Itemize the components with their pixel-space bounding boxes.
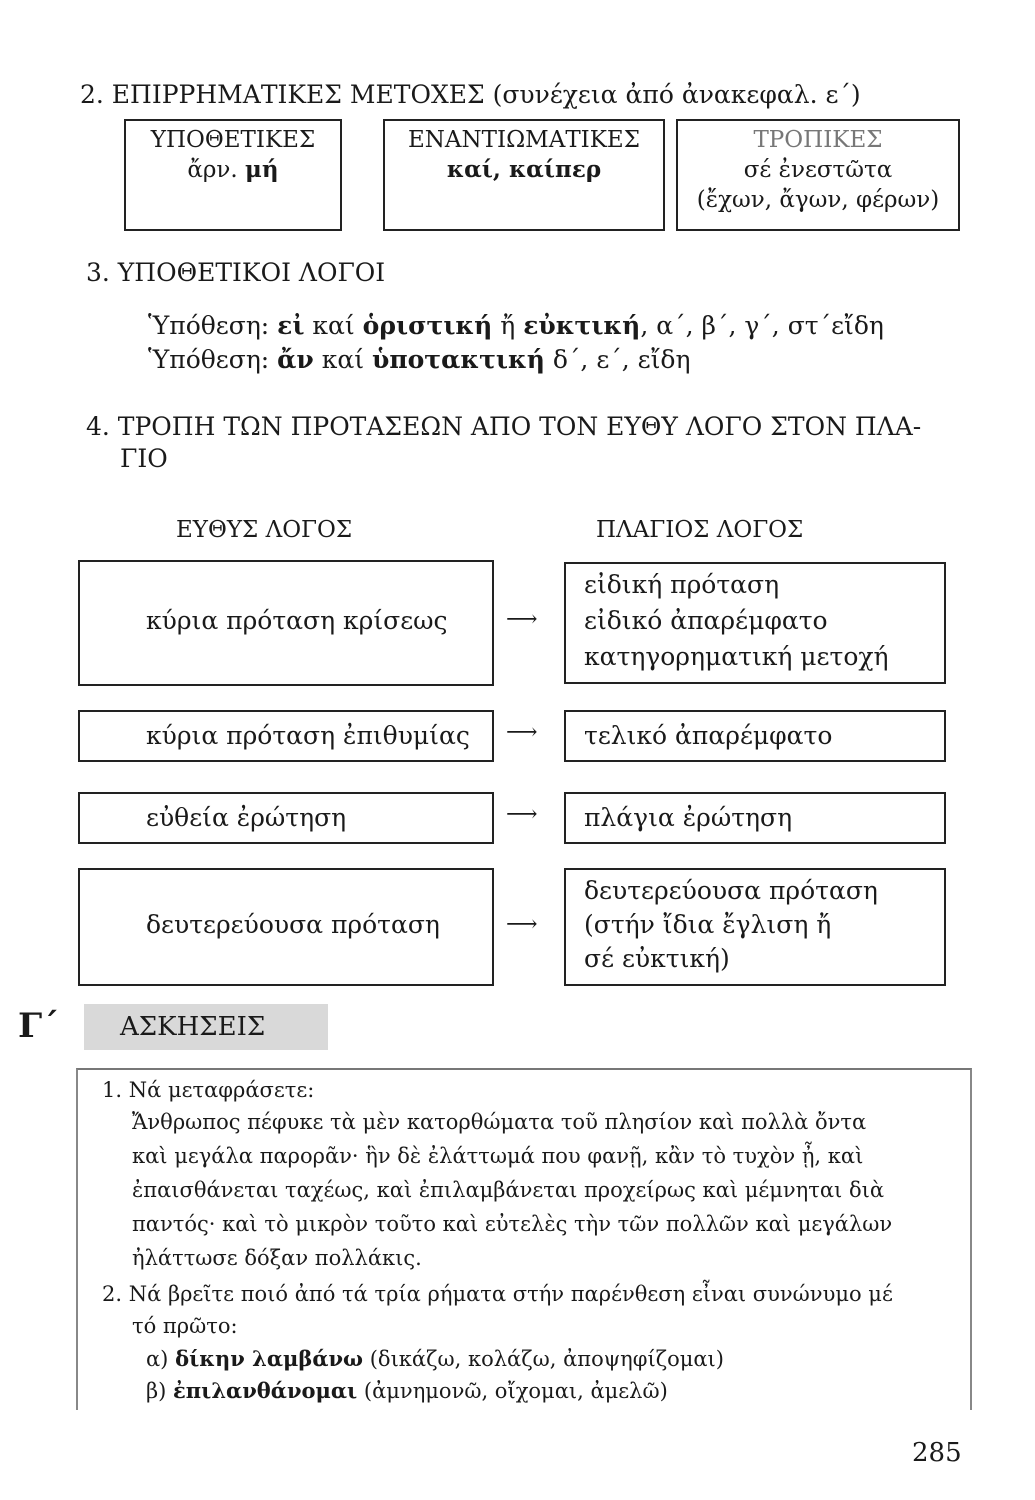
indirect-text: κατηγορηματική μετοχή — [584, 642, 889, 671]
exercise-1-line: ἠλάττωσε δόξαν πολλάκις. — [132, 1246, 422, 1270]
indirect-speech-title: ΠΛΑΓΙΟΣ ΛΟΓΟΣ — [596, 517, 804, 543]
exercise-2-line-2: τό πρῶτο: — [132, 1314, 238, 1338]
text: ὑποτακτική — [371, 345, 545, 374]
text: ἤ — [492, 311, 524, 340]
box-conditional-participle — [124, 119, 342, 231]
indirect-text: τελικό ἀπαρέμφατο — [584, 721, 833, 750]
box-tense: σέ ἐνεστῶτα — [743, 157, 893, 183]
right-arrow-icon: ⟶ — [506, 607, 538, 632]
exercise-1-line: καὶ μεγάλα παρορᾶν· ἣν δὲ ἐλάττωμά που φανῇ, κἂν τὸ τυχὸν ᾖ, καὶ — [132, 1144, 864, 1168]
text: δ΄, ε΄, εἴδη — [544, 345, 691, 374]
right-arrow-icon: ⟶ — [506, 720, 538, 745]
section-4-heading-line-2: ΓΙΟ — [120, 444, 168, 473]
page-number: 285 — [912, 1438, 962, 1468]
item-label: β) — [146, 1379, 167, 1403]
section-g-banner — [84, 1004, 328, 1050]
text: ὁριστική — [362, 311, 493, 340]
direct-text: κύρια πρόταση κρίσεως — [146, 606, 448, 635]
right-arrow-icon: ⟶ — [506, 912, 538, 937]
direct-text: δευτερεύουσα πρόταση — [146, 910, 440, 939]
indirect-text: (στήν ἴδια ἔγλιση ἤ — [584, 910, 832, 939]
box-title: ΕΝΑΝΤΙΩΜΑΤΙΚΕΣ — [408, 127, 640, 153]
text: καί — [304, 311, 363, 340]
text: , α΄, β΄, γ΄, στ΄εἴδη — [640, 311, 884, 340]
box-particles: καί, καίπερ — [446, 156, 602, 183]
indirect-text: εἰδικό ἀπαρέμφατο — [584, 606, 828, 635]
text: καί — [313, 345, 372, 374]
item-rest: (δικάζω, κολάζω, ἀποψηφίζομαι) — [363, 1347, 724, 1371]
box-title: ΤΡΟΠΙΚΕΣ — [753, 127, 883, 153]
section-g-title: ΑΣΚΗΣΕΙΣ — [120, 1012, 266, 1042]
indirect-box-main-desire — [564, 710, 946, 762]
text: Ὑπόθεση: — [148, 345, 278, 374]
direct-text: εὐθεία ἐρώτηση — [146, 803, 347, 832]
indirect-text: δευτερεύουσα πρόταση — [584, 876, 878, 905]
exercise-2-item — [146, 1346, 724, 1371]
exercise-1-line: Ἄνθρωπος πέφυκε τὰ μὲν κατορθώματα τοῦ πλησίον καὶ πολλὰ ὄντα — [132, 1110, 867, 1134]
exercise-1-line: ἐπαισθάνεται ταχέως, καὶ ἐπιλαμβάνεται προχείρως καὶ μέμνηται διὰ — [132, 1178, 885, 1202]
direct-text: κύρια πρόταση ἐπιθυμίας — [146, 721, 470, 750]
exercise-2-item — [146, 1378, 668, 1403]
indirect-box-main-judgment — [564, 562, 946, 684]
box-modal-participle — [676, 119, 960, 231]
text: εἰ — [277, 311, 305, 340]
box-negation — [126, 155, 340, 185]
negation-word: μή — [245, 156, 279, 183]
indirect-text: σέ εὐκτική) — [584, 944, 730, 973]
text: Ὑπόθεση: — [148, 311, 278, 340]
section-2-heading: 2. ΕΠΙΡΡΗΜΑΤΙΚΕΣ ΜΕΤΟΧΕΣ (συνέχεια ἀπό ἀνακεφαλ. ε΄) — [80, 80, 861, 109]
right-arrow-icon: ⟶ — [506, 802, 538, 827]
item-word: ἐπιλανθάνομαι — [173, 1378, 358, 1403]
box-title: ΥΠΟΘΕΤΙΚΕΣ — [150, 127, 316, 153]
indirect-text: πλάγια ἐρώτηση — [584, 803, 793, 832]
exercise-2-line-1: 2. Νά βρεῖτε ποιό ἀπό τά τρία ρήματα στήν παρένθεση εἶναι συνώνυμο μέ — [102, 1282, 893, 1306]
negation-label: ἄρν. — [187, 157, 238, 183]
direct-box-main-judgment — [78, 560, 494, 686]
direct-box-direct-question — [78, 792, 494, 844]
text: ἄν — [277, 345, 314, 374]
direct-box-subordinate — [78, 868, 494, 986]
item-rest: (ἀμνημονῶ, οἴχομαι, ἀμελῶ) — [357, 1379, 668, 1403]
exercise-1-label: 1. Νά μεταφράσετε: — [102, 1078, 315, 1102]
indirect-text: εἰδική πρόταση — [584, 570, 780, 599]
indirect-box-indirect-question — [564, 792, 946, 844]
item-label: α) — [146, 1347, 169, 1371]
section-g-letter: Γ΄ — [18, 1006, 60, 1046]
indirect-box-subordinate — [564, 868, 946, 986]
direct-speech-title: ΕΥΘΥΣ ΛΟΓΟΣ — [176, 517, 353, 543]
item-word: δίκην λαμβάνω — [175, 1346, 364, 1371]
text: εὐκτική — [523, 311, 641, 340]
exercise-1-line: παντός· καὶ τὸ μικρὸν τοῦτο καὶ εὐτελὲς τὴν τῶν πολλῶν καὶ μεγάλων — [132, 1212, 893, 1236]
box-concessive-participle — [383, 119, 665, 231]
section-4-heading-line-1: 4. ΤΡΟΠΗ ΤΩΝ ΠΡΟΤΑΣΕΩΝ ΑΠΟ ΤΟΝ ΕΥΘΥ ΛΟΓΟ ΣΤΟΝ ΠΛΑ- — [86, 412, 922, 441]
direct-box-main-desire — [78, 710, 494, 762]
hypothesis-line-2 — [148, 345, 690, 374]
box-examples: (ἔχων, ἄγων, φέρων) — [696, 187, 940, 213]
hypothesis-line-1 — [148, 311, 884, 340]
section-3-heading: 3. ΥΠΟΘΕΤΙΚΟΙ ΛΟΓΟΙ — [86, 258, 386, 287]
